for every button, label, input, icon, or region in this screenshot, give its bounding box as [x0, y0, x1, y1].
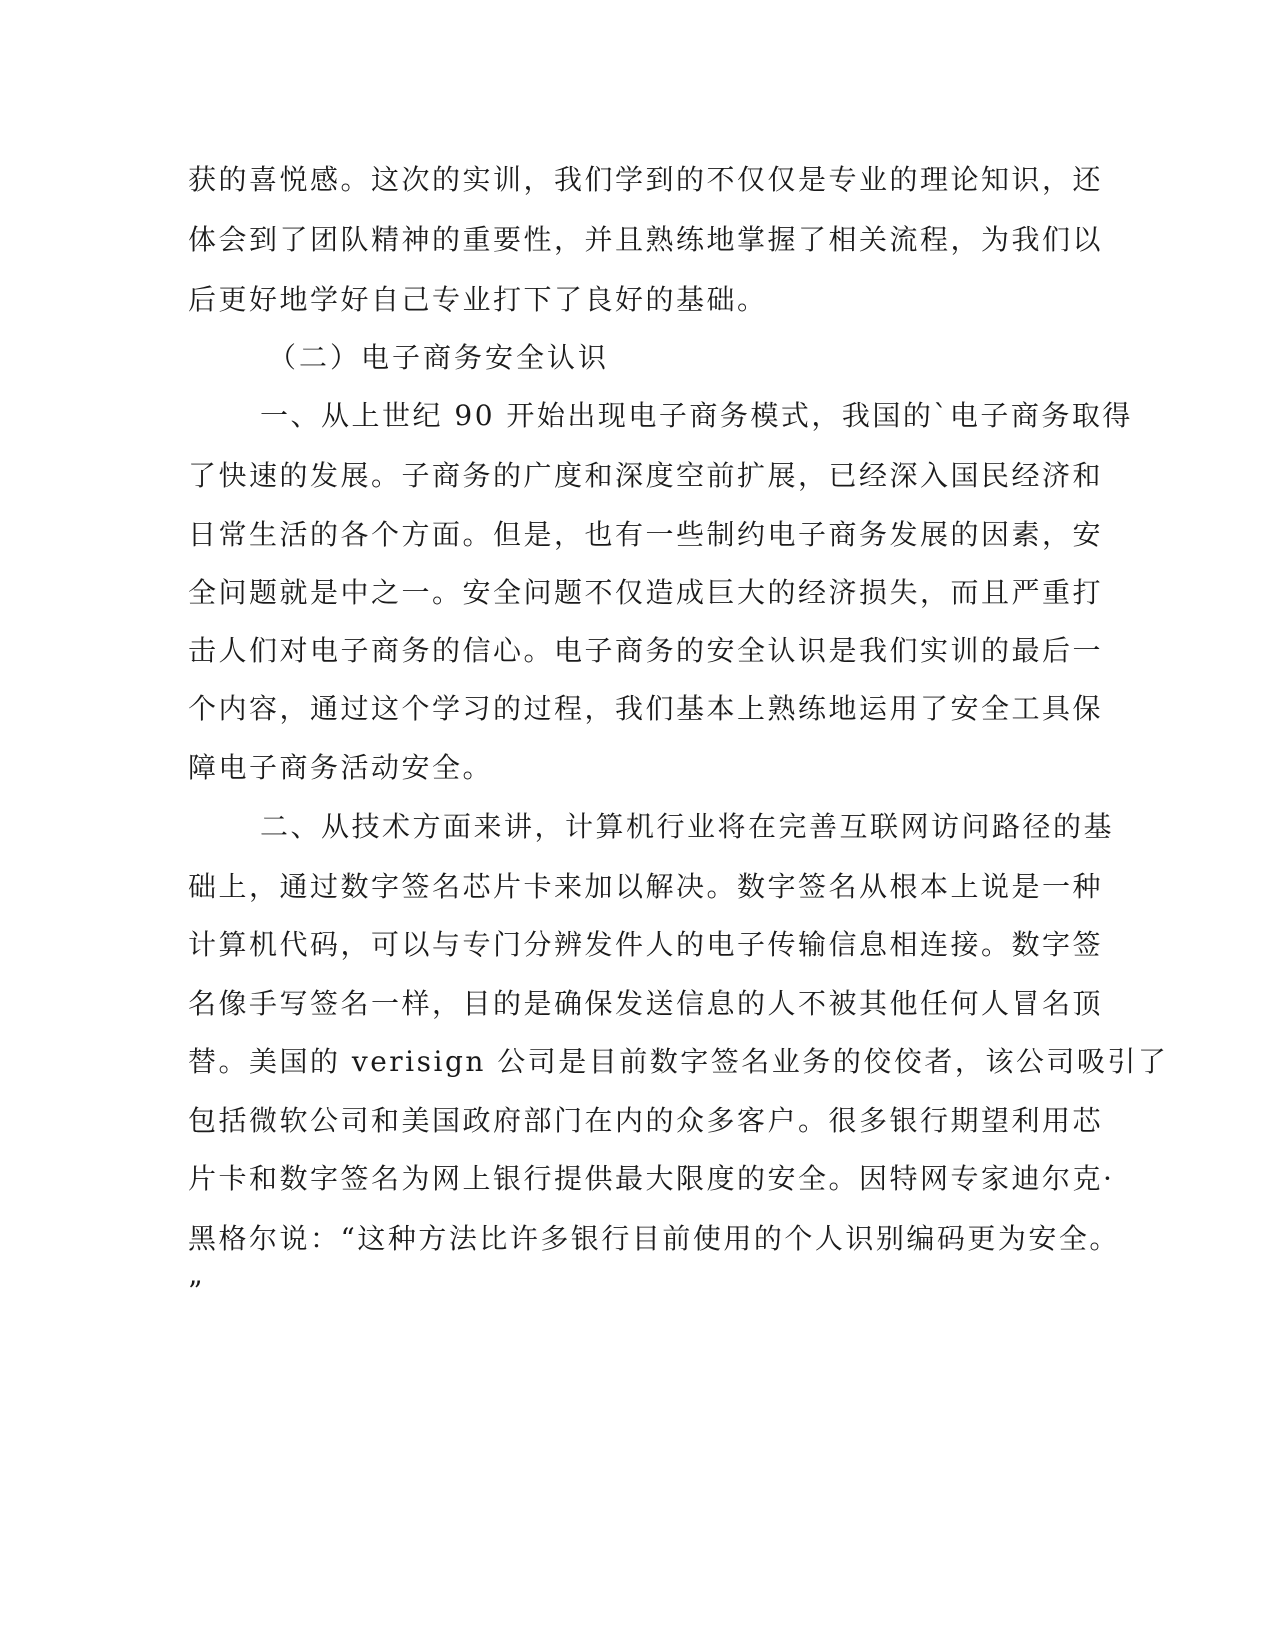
body-text-line: 包括微软公司和美国政府部门在内的众多客户。很多银行期望利用芯	[188, 1104, 1104, 1137]
body-text-line: 计算机代码，可以与专门分辨发件人的电子传输信息相连接。数字签	[188, 928, 1104, 961]
body-text-line: 日常生活的各个方面。但是，也有一些制约电子商务发展的因素，安	[188, 518, 1104, 551]
body-text-line: 础上，通过数字签名芯片卡来加以解决。数字签名从根本上说是一种	[188, 870, 1104, 903]
body-text-line: 障电子商务活动安全。	[188, 751, 494, 784]
body-text-line: 二、从技术方面来讲，计算机行业将在完善互联网访问路径的基	[260, 810, 1115, 843]
body-text-line: 个内容，通过这个学习的过程，我们基本上熟练地运用了安全工具保	[188, 692, 1104, 725]
body-text-line: 全问题就是中之一。安全问题不仅造成巨大的经济损失，而且严重打	[188, 576, 1104, 609]
body-text-line: 黑格尔说：“这种方法比许多银行目前使用的个人识别编码更为安全。	[188, 1222, 1120, 1255]
body-text-line: 替。美国的 verisign 公司是目前数字签名业务的佼佼者，该公司吸引了	[188, 1045, 1169, 1078]
body-text-line: 击人们对电子商务的信心。电子商务的安全认识是我们实训的最后一	[188, 634, 1104, 667]
section-heading: （二）电子商务安全认识	[268, 341, 610, 374]
body-text-line: 体会到了团队精神的重要性，并且熟练地掌握了相关流程，为我们以	[188, 223, 1104, 256]
body-text-line: 后更好地学好自己专业打下了良好的基础。	[188, 283, 768, 316]
body-text-line: 一、从上世纪 90 开始出现电子商务模式，我国的`电子商务取得	[260, 399, 1133, 432]
body-text-line: ”	[188, 1275, 205, 1308]
body-text-line: 了快速的发展。子商务的广度和深度空前扩展，已经深入国民经济和	[188, 459, 1104, 492]
body-text-line: 获的喜悦感。这次的实训，我们学到的不仅仅是专业的理论知识，还	[188, 163, 1104, 196]
body-text-line: 名像手写签名一样，目的是确保发送信息的人不被其他任何人冒名顶	[188, 987, 1104, 1020]
body-text-line: 片卡和数字签名为网上银行提供最大限度的安全。因特网专家迪尔克·	[188, 1162, 1115, 1195]
